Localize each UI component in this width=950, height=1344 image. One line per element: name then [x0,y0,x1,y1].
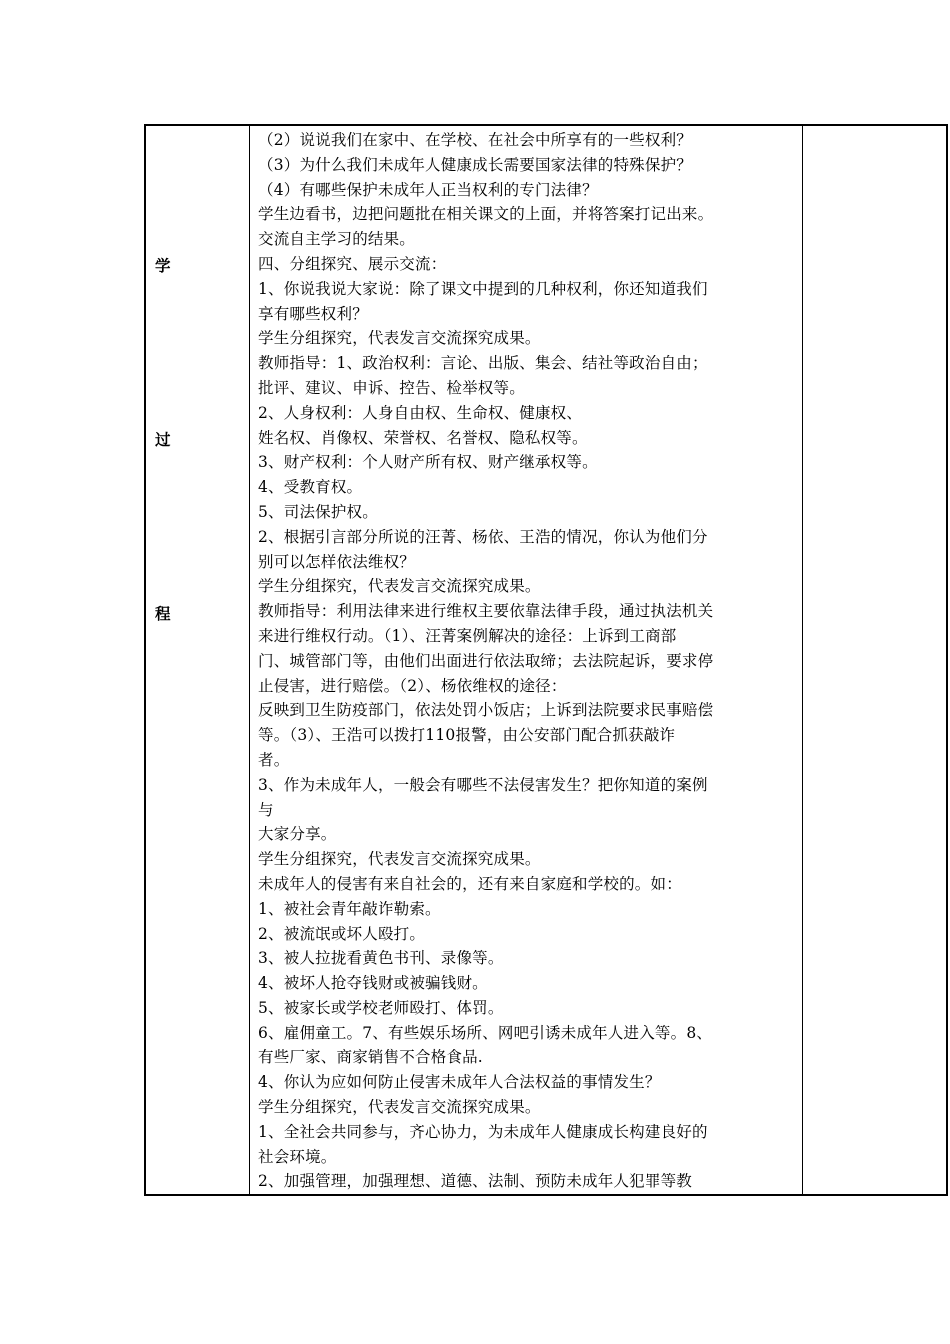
content-line: 未成年人的侵害有来自社会的，还有来自家庭和学校的。如： [258,874,682,893]
content-line: 教师指导：利用法律来进行维权主要依靠法律手段，通过执法机关 [258,602,714,621]
content-line: 学生分组探究，代表发言交流探究成果。 [258,850,541,869]
content-line: 4、你认为应如何防止侵害未成年人合法权益的事情发生？ [258,1073,661,1092]
content-line: 有些厂家、商家销售不合格食品. [258,1048,483,1067]
content-line: 门、城管部门等，由他们出面进行依法取缔；去法院起诉，要求停 [258,651,714,670]
content-line: 者。 [258,750,290,769]
side-label-cheng: 程 [155,604,171,623]
content-line: 1、全社会共同参与，齐心协力，为未成年人健康成长构建良好的 [258,1122,708,1141]
content-line: 大家分享。 [258,825,337,844]
content-line: 止侵害，进行赔偿。（2）、杨依维权的途径： [258,676,567,695]
content-line: 3、作为未成年人，一般会有哪些不法侵害发生？把你知道的案例 [258,775,708,794]
content-line: 1、你说我说大家说：除了课文中提到的几种权利，你还知道我们 [258,279,708,298]
content-line: 2、被流氓或坏人殴打。 [258,924,426,943]
content-line: 别可以怎样依法维权？ [258,552,416,571]
content-column [250,126,804,1194]
content-line: 反映到卫生防疫部门，依法处罚小饭店；上诉到法院要求民事赔偿 [258,701,714,720]
content-line: 学生分组探究，代表发言交流探究成果。 [258,1098,541,1117]
content-line: 与 [258,800,274,819]
content-line: 学生边看书，边把问题批在相关课文的上面，并将答案打记出来。 [258,205,714,224]
content-line: 来进行维权行动。（1）、汪菁案例解决的途径：上诉到工商部 [258,626,677,645]
content-line: 2、加强管理，加强理想、道德、法制、预防未成年人犯罪等教 [258,1172,692,1191]
content-line: 学生分组探究，代表发言交流探究成果。 [258,329,541,348]
content-line: （3）为什么我们未成年人健康成长需要国家法律的特殊保护？ [258,155,692,174]
content-line: 2、根据引言部分所说的汪菁、杨依、王浩的情况，你认为他们分 [258,527,708,546]
content-line: 5、司法保护权。 [258,502,378,521]
content-line: 3、被人拉拢看黄色书刊、录像等。 [258,949,504,968]
section-label-column [146,126,250,1194]
content-line: 交流自主学习的结果。 [258,230,416,249]
lesson-table [144,124,948,1196]
content-line: 5、被家长或学校老师殴打、体罚。 [258,998,504,1017]
notes-column [802,126,946,1194]
content-line: 4、受教育权。 [258,478,363,497]
content-line: 6、雇佣童工。7、有些娱乐场所、网吧引诱未成年人进入等。8、 [258,1023,713,1042]
content-line: 4、被坏人抢夺钱财或被骗钱财。 [258,974,488,993]
content-line: 四、分组探究、展示交流： [258,254,447,273]
content-line: 等。（3）、王浩可以拨打110报警，由公安部门配合抓获敲诈 [258,726,676,745]
content-line: 2、人身权利：人身自由权、生命权、健康权、 [258,403,583,422]
content-line: （4）有哪些保护未成年人正当权利的专门法律？ [258,180,598,199]
content-line: （2）说说我们在家中、在学校、在社会中所享有的一些权利？ [258,131,692,149]
content-line: 享有哪些权利？ [258,304,368,323]
side-label-guo: 过 [155,430,171,449]
content-line: 3、财产权利：个人财产所有权、财产继承权等。 [258,453,598,472]
content-line: 学生分组探究，代表发言交流探究成果。 [258,577,541,596]
content-line: 教师指导：1、政治权利：言论、出版、集会、结社等政治自由； [258,354,708,373]
content-line: 批评、建议、申诉、控告、检举权等。 [258,378,525,397]
side-label-xue: 学 [155,256,171,275]
content-line: 1、被社会青年敲诈勒索。 [258,899,441,918]
content-line: 姓名权、肖像权、荣誉权、名誉权、隐私权等。 [258,428,588,447]
content-line: 社会环境。 [258,1147,337,1166]
